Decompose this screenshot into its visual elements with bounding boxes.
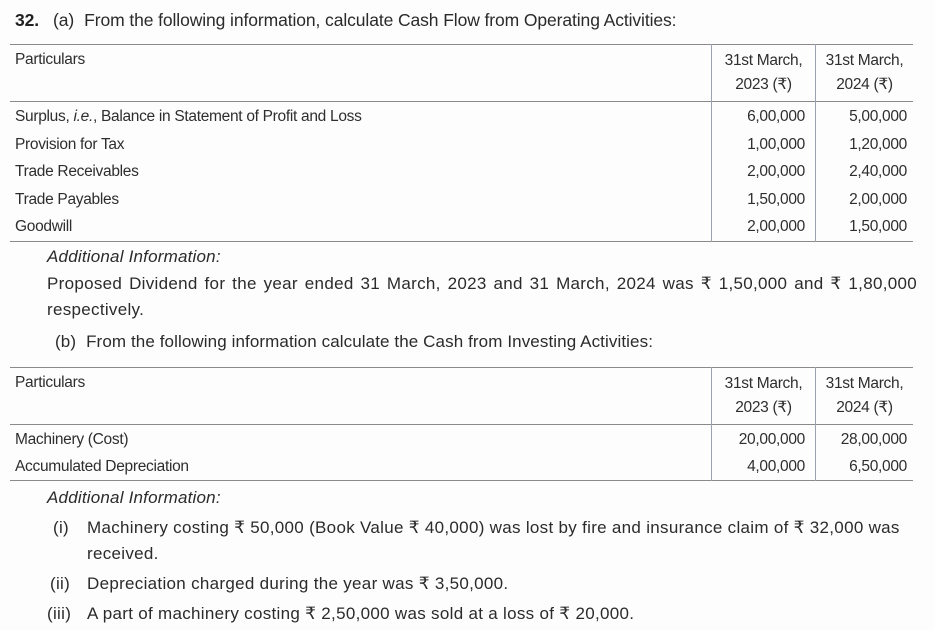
table-row — [10, 131, 913, 159]
row-value-2024: 5,00,000 — [816, 102, 914, 131]
row-value-2023: 6,00,000 — [712, 102, 816, 131]
header-2024 — [816, 368, 914, 425]
list-item-number: (i) — [53, 518, 69, 537]
list-item-text: Depreciation charged during the year was ₹ 3,50,000. — [87, 574, 509, 593]
part-a-instruction: From the following information, calculate Cash Flow from Operating Activities: — [84, 10, 677, 30]
row-value-2023: 2,00,000 — [712, 158, 816, 186]
row-value-2024: 28,00,000 — [816, 425, 914, 454]
row-particular: Trade Payables — [15, 190, 119, 208]
row-value-2023: 4,00,000 — [712, 453, 816, 481]
operating-activities-table — [10, 44, 913, 242]
row-value-2023: 2,00,000 — [712, 213, 816, 241]
list-item — [47, 601, 917, 627]
list-item — [47, 571, 917, 597]
row-value-2023: 20,00,000 — [712, 425, 816, 454]
row-particular: Trade Receivables — [15, 163, 139, 180]
header-2024-line1: 31st March, — [825, 375, 904, 392]
investing-activities-table — [10, 367, 913, 481]
row-particular: Accumulated Depreciation — [15, 458, 189, 475]
additional-info-text: Proposed Dividend for the year ended 31 March, 2023 and 31 March, 2024 was ₹ 1,50,000 and ₹ 1,80,000 respectively. — [47, 274, 917, 319]
row-value-2023: 1,00,000 — [712, 131, 816, 159]
part-b-label: (b) — [55, 332, 77, 351]
header-2024-line1: 31st March, — [825, 52, 904, 69]
header-particulars: Particulars — [15, 374, 85, 391]
table-header-row — [10, 368, 913, 425]
row-particular-prefix: Surplus, — [15, 108, 74, 125]
row-value-2024: 1,50,000 — [816, 213, 914, 241]
table-header-row — [10, 45, 913, 102]
additional-info-title: Additional Information: — [47, 488, 221, 507]
part-b-instruction: From the following information calculate the Cash from Investing Activities: — [86, 332, 654, 351]
row-value-2024: 2,00,000 — [816, 186, 914, 214]
table-row — [10, 213, 913, 241]
question-number: 32. — [15, 10, 40, 30]
header-2023-line1: 31st March, — [724, 375, 803, 392]
row-value-2024: 6,50,000 — [816, 453, 914, 481]
row-particular — [10, 102, 712, 131]
row-value-2023: 1,50,000 — [712, 186, 816, 214]
additional-info-title: Additional Information: — [47, 247, 221, 266]
header-2024 — [816, 45, 914, 102]
list-item-number: (ii) — [50, 574, 71, 593]
part-b-heading — [55, 332, 653, 352]
row-particular: Goodwill — [15, 218, 73, 235]
header-particulars: Particulars — [15, 51, 85, 68]
list-item-number: (iii) — [47, 604, 72, 623]
table-row — [10, 158, 913, 186]
header-2023-line1: 31st March, — [724, 52, 803, 69]
header-2024-line2: 2024 (₹) — [836, 399, 893, 416]
row-particular-suffix: , Balance in Statement of Profit and Loss — [92, 108, 362, 125]
header-2023 — [712, 368, 816, 425]
row-value-2024: 2,40,000 — [816, 158, 914, 186]
list-item — [47, 515, 917, 567]
question-heading — [15, 10, 676, 31]
header-2023-line2: 2023 (₹) — [735, 399, 792, 416]
list-item-text: A part of machinery costing ₹ 2,50,000 was sold at a loss of ₹ 20,000. — [87, 604, 635, 623]
row-value-2024: 1,20,000 — [816, 131, 914, 159]
table-row — [10, 186, 913, 214]
additional-info-list — [47, 515, 917, 631]
list-item-text: Machinery costing ₹ 50,000 (Book Value ₹ 40,000) was lost by fire and insurance claim of ₹ 32,000 was received. — [87, 518, 900, 563]
row-particular-italic: i.e. — [73, 108, 93, 125]
table-row — [10, 453, 913, 481]
header-2023-line2: 2023 (₹) — [735, 76, 792, 93]
row-particular: Machinery (Cost) — [15, 431, 129, 448]
table-row — [10, 425, 913, 454]
header-2023 — [712, 45, 816, 102]
header-2024-line2: 2024 (₹) — [836, 76, 893, 93]
table-row — [10, 102, 913, 131]
part-a-label: (a) — [53, 10, 75, 30]
row-particular: Provision for Tax — [15, 135, 125, 153]
